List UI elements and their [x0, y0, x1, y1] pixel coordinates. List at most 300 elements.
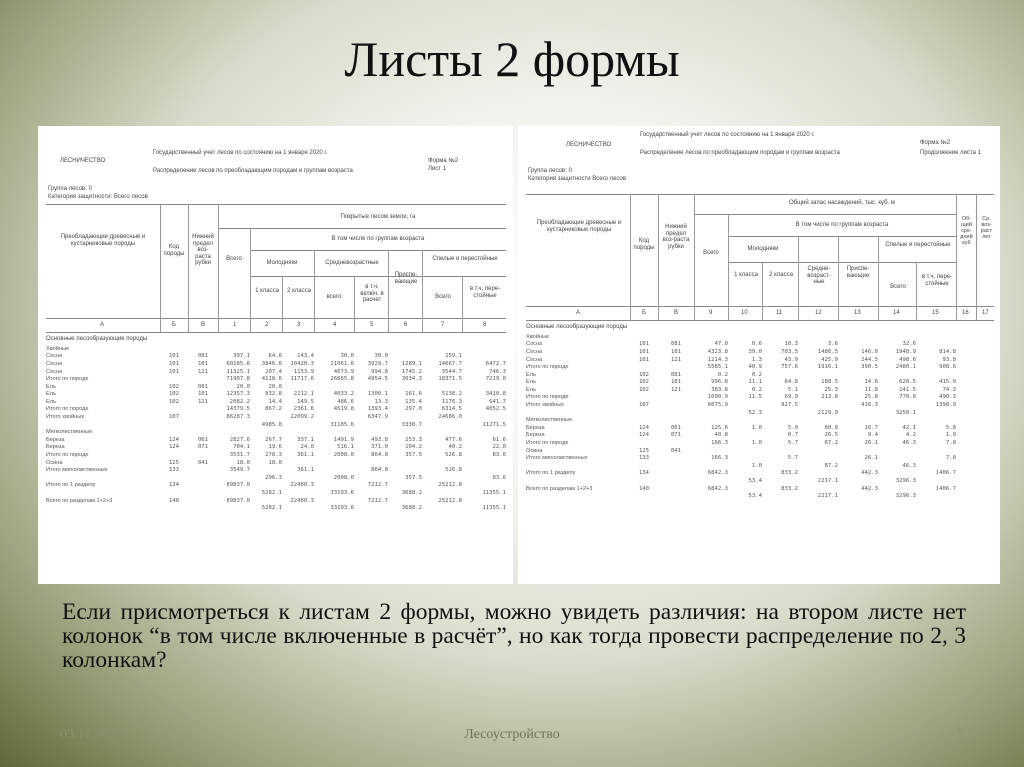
table-cell [762, 417, 798, 425]
table-cell [976, 447, 994, 455]
table-cell [354, 429, 388, 437]
table-row [46, 391, 506, 399]
table-cell [218, 489, 250, 497]
table-cell: 71907.8 [226, 376, 250, 383]
table-cell: 498.6 [899, 356, 916, 363]
table-cell: 159.1 [445, 353, 462, 360]
table-cell [728, 447, 762, 455]
table-cell: 53.4 [748, 478, 762, 484]
table-cell [658, 333, 694, 341]
table-cell [462, 345, 506, 353]
col-total: Всего [703, 250, 719, 256]
table-cell: 11.1 [748, 379, 762, 386]
table-cell: 071 [670, 432, 682, 439]
table-cell: 3410.8 [485, 391, 506, 398]
table-cell [462, 467, 506, 475]
table-cell [188, 467, 218, 475]
row-label [526, 462, 630, 470]
table-cell [160, 345, 188, 353]
table-cell: 267.7 [265, 436, 282, 443]
table-cell [658, 439, 694, 447]
table-row [46, 413, 506, 421]
table-cell [282, 421, 314, 429]
table-cell [250, 413, 282, 421]
col-overmature: в т.ч. пере-стойные [469, 286, 501, 299]
table-cell: 101 [638, 348, 650, 355]
table-cell [694, 492, 728, 500]
index-cell: 9 [709, 310, 713, 316]
table-cell: 493.8 [371, 436, 388, 443]
section-main: Основные лесообразующие породы [46, 336, 148, 342]
forest-group: Группа лесов: 0 [48, 186, 92, 192]
index-cell: 8 [483, 322, 487, 328]
rule [388, 250, 389, 332]
row-label: Ель [46, 398, 56, 405]
row-label: Сосна [46, 368, 63, 375]
table-cell: 5.1 [787, 386, 798, 393]
table-cell: 827.5 [781, 402, 798, 409]
table-cell: 30.0 [374, 353, 388, 360]
table-cell [314, 497, 354, 505]
row-label: Итого по породе [526, 394, 569, 401]
table-cell: 1.0 [751, 440, 762, 447]
table-cell: 081 [197, 353, 209, 360]
table-cell: 1300.1 [367, 391, 388, 398]
table-cell: 21061.6 [330, 360, 354, 367]
data-table-2 [526, 333, 994, 500]
table-cell: 32.6 [902, 341, 916, 348]
table-cell [462, 459, 506, 467]
table-cell [658, 462, 694, 470]
table-cell [762, 333, 798, 341]
table-cell [282, 345, 314, 353]
table-cell: 64.6 [268, 353, 282, 360]
table-row [46, 360, 506, 368]
index-cell: 7 [441, 322, 445, 328]
table-cell [878, 447, 916, 455]
table-cell [658, 401, 694, 409]
row-label [46, 489, 160, 497]
table-cell: 3544.7 [441, 368, 462, 375]
table-cell [916, 409, 956, 417]
table-cell: 4519.8 [333, 406, 354, 413]
table-cell [976, 409, 994, 417]
col-middle-total: всего [326, 294, 342, 300]
row-label: Береза [46, 444, 65, 451]
table-cell: 101 [638, 356, 650, 363]
table-cell [188, 429, 218, 437]
table-cell [188, 504, 218, 512]
table-cell: 121 [197, 398, 209, 405]
table-cell: 4673.9 [333, 368, 354, 375]
row-label: Сосна [46, 353, 63, 360]
rule [762, 262, 763, 320]
table-cell: 3250.1 [895, 409, 916, 416]
table-cell [630, 409, 658, 417]
table-cell: 102 [168, 391, 180, 398]
index-cell: А [100, 322, 105, 328]
table-cell [838, 447, 878, 455]
row-label: Хвойные [526, 333, 550, 340]
rule [630, 194, 631, 320]
table-cell: 20.0 [268, 383, 282, 390]
table-cell: 133 [638, 455, 650, 462]
table-cell [188, 451, 218, 459]
table-cell: 081 [197, 383, 209, 390]
col-middle-included: в т.ч. включ. в расчет [360, 284, 384, 304]
table-cell: 442.3 [861, 470, 878, 477]
table-cell: 87.2 [824, 462, 838, 469]
table-cell [658, 409, 694, 417]
table-cell: 25.8 [864, 394, 878, 401]
col-total: Всего [226, 256, 242, 262]
table-cell [658, 477, 694, 485]
row-label: Итого мягколиственных [46, 467, 108, 474]
table-cell [976, 424, 994, 432]
table-cell: 1.0 [751, 462, 762, 469]
table-cell [462, 353, 506, 361]
table-cell [630, 363, 658, 371]
table-cell: 14667.7 [438, 360, 462, 367]
form-number: Форма №2 [920, 140, 951, 146]
table-cell: 107 [168, 414, 180, 421]
table-cell: 25212.8 [438, 482, 462, 489]
table-cell [976, 439, 994, 447]
rule [956, 194, 957, 320]
table-cell [728, 485, 762, 493]
table-cell [630, 394, 658, 402]
table-cell: 5.8 [945, 424, 956, 431]
table-cell: 101 [168, 368, 180, 375]
table-cell [916, 333, 956, 341]
table-cell: 124 [168, 444, 180, 451]
sheet-number: Лист 1 [428, 166, 447, 172]
table-cell [188, 406, 218, 414]
table-cell: 2082.2 [229, 398, 250, 405]
table-cell: 628.5 [899, 379, 916, 386]
col-overmature: в т.ч. пере-стойные [921, 274, 953, 287]
table-row [526, 417, 994, 425]
table-cell: 3296.3 [895, 493, 916, 500]
table-cell [762, 447, 798, 455]
col-class-1: 1 класса [734, 272, 758, 278]
table-cell [976, 341, 994, 349]
table-cell: 297.0 [405, 406, 422, 413]
row-label [46, 474, 160, 482]
table-cell: 415.9 [939, 379, 956, 386]
table-cell [218, 345, 250, 353]
index-cell: 17 [982, 310, 989, 316]
table-cell [956, 371, 976, 379]
section-main: Основные лесообразующие породы [526, 324, 628, 330]
table-cell: 357.5 [405, 452, 422, 459]
table-cell [354, 504, 388, 512]
index-cell: 3 [297, 322, 301, 328]
table-cell: 361.1 [297, 467, 314, 474]
table-cell [188, 421, 218, 429]
footer-title: Лесоустройство [464, 727, 560, 742]
table-cell [976, 386, 994, 394]
table-cell [422, 421, 462, 429]
table-cell [956, 333, 976, 341]
table-cell [976, 462, 994, 470]
table-cell [916, 341, 956, 349]
table-cell [160, 429, 188, 437]
table-cell: 3688.2 [401, 505, 422, 512]
table-cell: 19.6 [268, 444, 282, 451]
table-cell: 833.2 [781, 485, 798, 492]
table-cell [838, 492, 878, 500]
sheet-header-line-2: Распределение лесов по преобладающим породам и группам возраста [640, 150, 840, 156]
table-cell: 40.8 [714, 432, 728, 439]
row-label: Итого хвойных [46, 414, 85, 421]
table-cell: 3296.3 [895, 478, 916, 484]
row-label: Мягколиственные [46, 429, 93, 436]
row-label [526, 409, 630, 417]
table-row [526, 462, 994, 470]
rule [976, 194, 977, 320]
table-cell: 4985.8 [261, 421, 282, 428]
table-cell [956, 409, 976, 417]
index-cell: 1 [233, 322, 237, 328]
table-cell: 26665.8 [330, 376, 354, 383]
col-mature: Спелые и перестойные [432, 256, 498, 262]
footer-date: 03.11.2023 [60, 727, 123, 742]
rule [694, 194, 695, 320]
table-cell: 337.1 [297, 436, 314, 443]
table-cell [160, 489, 188, 497]
col-species: Преобладающие древесные и кустарниковые породы [60, 234, 146, 247]
rule [526, 306, 994, 307]
table-cell [422, 429, 462, 437]
row-label: Ель [526, 379, 536, 386]
table-cell [388, 482, 422, 490]
table-cell [282, 383, 314, 391]
rule [526, 320, 994, 321]
table-row [526, 333, 994, 341]
table-cell [354, 489, 388, 497]
table-cell [728, 401, 762, 409]
table-cell: 86287.3 [226, 414, 250, 421]
table-cell: 081 [670, 371, 682, 378]
form-sheet-2 [518, 126, 1000, 584]
rule [46, 204, 506, 205]
table-cell [282, 459, 314, 467]
table-cell: 757.6 [781, 364, 798, 371]
table-row [526, 447, 994, 455]
rule [46, 318, 506, 319]
table-row [526, 394, 994, 402]
table-cell [976, 477, 994, 485]
table-cell: 1486.5 [817, 348, 838, 355]
table-cell [282, 429, 314, 437]
table-cell: 0.2 [751, 386, 762, 393]
org-label: ЛЕСНИЧЕСТВО [566, 142, 612, 148]
table-cell [976, 470, 994, 478]
table-cell: 60.8 [824, 424, 838, 431]
row-label: Осина [46, 459, 63, 466]
table-cell: 770.0 [899, 394, 916, 401]
table-cell: 833.2 [781, 470, 798, 477]
table-cell: 141.5 [899, 386, 916, 393]
table-cell [878, 371, 916, 379]
col-age-limit: Нижний предел воз-раста рубки [662, 224, 690, 250]
table-cell: 207.4 [265, 368, 282, 375]
table-cell: 6675.9 [707, 402, 728, 409]
table-cell: 74.3 [942, 386, 956, 393]
table-cell: 3531.7 [229, 452, 250, 459]
index-cell: Б [172, 322, 176, 328]
table-cell [188, 474, 218, 482]
col-avg-age: Ср. воз-раст лет [980, 216, 993, 241]
table-cell: 3.6 [827, 341, 838, 348]
col-middle-aged: Средне-возраст-ные [807, 266, 831, 286]
table-cell: 102 [638, 371, 650, 378]
rule [250, 228, 251, 332]
table-cell [630, 417, 658, 425]
table-cell: 5.7 [787, 455, 798, 462]
index-cell: 2 [265, 322, 269, 328]
table-cell: 1153.9 [293, 368, 314, 375]
table-cell [762, 409, 798, 417]
table-cell: 11717.6 [290, 376, 314, 383]
table-cell: 5.7 [787, 440, 798, 447]
table-cell: 908.6 [939, 364, 956, 371]
col-avg-stock: Об-щий сре-дний куб [960, 216, 973, 247]
table-cell: 6314.5 [441, 406, 462, 413]
col-total-stock: Общий запас насаждений, тыс. куб. м [789, 200, 895, 206]
col-young: Молодняки [266, 260, 298, 266]
table-cell: 102 [168, 383, 180, 390]
table-cell: 1948.9 [895, 348, 916, 355]
table-cell [354, 383, 388, 391]
table-cell [250, 345, 282, 353]
table-row [526, 485, 994, 493]
table-cell: 134 [168, 482, 180, 489]
table-cell: 166.3 [711, 455, 728, 462]
table-cell: 25212.8 [438, 497, 462, 504]
col-young: Молодняки [747, 246, 779, 252]
row-label [526, 492, 630, 500]
row-label [46, 421, 160, 429]
table-cell: 26.5 [824, 432, 838, 439]
slide-title: Листы 2 формы [344, 31, 680, 87]
row-label: Сосна [526, 341, 543, 348]
index-cell: 16 [962, 310, 969, 316]
table-cell: 2217.1 [817, 493, 838, 500]
table-cell: 87.2 [824, 440, 838, 447]
index-cell: 4 [333, 322, 337, 328]
table-cell [956, 439, 976, 447]
table-cell [762, 492, 798, 500]
table-cell: 14.4 [268, 398, 282, 405]
table-row [46, 353, 506, 361]
table-cell: 864.8 [371, 452, 388, 459]
table-cell [976, 485, 994, 493]
table-cell: 1745.2 [401, 368, 422, 375]
table-cell: 16.7 [864, 424, 878, 431]
table-cell: 2008.0 [333, 474, 354, 481]
row-label: Сосна [46, 360, 63, 367]
sheet-header-line-2: Распределение лесов по преобладающим породам и группам возраста [153, 168, 353, 174]
table-cell: 526.8 [445, 467, 462, 474]
table-cell: 1406.7 [935, 470, 956, 477]
table-cell: 3330.7 [401, 421, 422, 428]
data-table-1 [46, 345, 506, 512]
table-cell: 53.4 [748, 493, 762, 500]
table-cell: 1.3 [751, 356, 762, 363]
rule [46, 332, 506, 333]
table-cell: 4033.2 [333, 391, 354, 398]
table-cell [798, 455, 838, 463]
table-cell [976, 363, 994, 371]
table-row [526, 492, 994, 500]
rule [422, 250, 423, 332]
table-cell: 18.0 [236, 459, 250, 466]
table-cell: 101 [168, 360, 180, 367]
table-cell [462, 497, 506, 505]
rule [728, 214, 729, 320]
table-cell: 89837.0 [226, 482, 250, 489]
table-cell: 704.1 [233, 444, 250, 451]
table-cell [160, 406, 188, 414]
table-cell: 22099.2 [290, 414, 314, 421]
table-row [46, 421, 506, 429]
table-cell [218, 474, 250, 482]
index-cell: 11 [776, 310, 783, 316]
table-cell: 83.6 [492, 452, 506, 459]
col-incl: В том числе по группам возраста [331, 236, 425, 242]
table-cell: 832.8 [265, 391, 282, 398]
table-cell: 101 [168, 353, 180, 360]
index-cell: В [201, 322, 206, 328]
table-cell [250, 467, 282, 475]
table-cell [388, 413, 422, 421]
table-cell [728, 432, 762, 440]
table-cell [956, 447, 976, 455]
table-cell [462, 413, 506, 421]
table-cell [354, 345, 388, 353]
table-cell: 121 [670, 386, 682, 393]
table-cell [422, 459, 462, 467]
col-covered-area: Покрытые лесом земли, га [340, 214, 416, 220]
table-row [46, 489, 506, 497]
row-label: Итого по породе [46, 452, 89, 459]
table-cell: 33193.6 [330, 505, 354, 512]
table-cell [728, 417, 762, 425]
table-cell [916, 462, 956, 470]
row-label: Итого хвойных [526, 402, 565, 409]
table-cell [798, 333, 838, 341]
table-cell: 69.9 [784, 394, 798, 401]
table-cell [422, 345, 462, 353]
table-cell: 071 [197, 444, 209, 451]
table-cell [630, 492, 658, 500]
table-cell [314, 413, 354, 421]
table-cell [630, 462, 658, 470]
rule [188, 204, 189, 332]
table-cell: 11325.1 [226, 368, 250, 375]
org-label: ЛЕСНИЧЕСТВО [60, 158, 106, 164]
col-species: Преобладающие древесные и кустарниковые породы [536, 220, 622, 233]
table-row [46, 474, 506, 482]
rule [838, 236, 839, 320]
table-cell: 1.0 [751, 424, 762, 431]
col-mature-total: Всего [890, 284, 906, 290]
table-cell [838, 477, 878, 485]
table-cell [878, 485, 916, 493]
rule [728, 236, 956, 237]
